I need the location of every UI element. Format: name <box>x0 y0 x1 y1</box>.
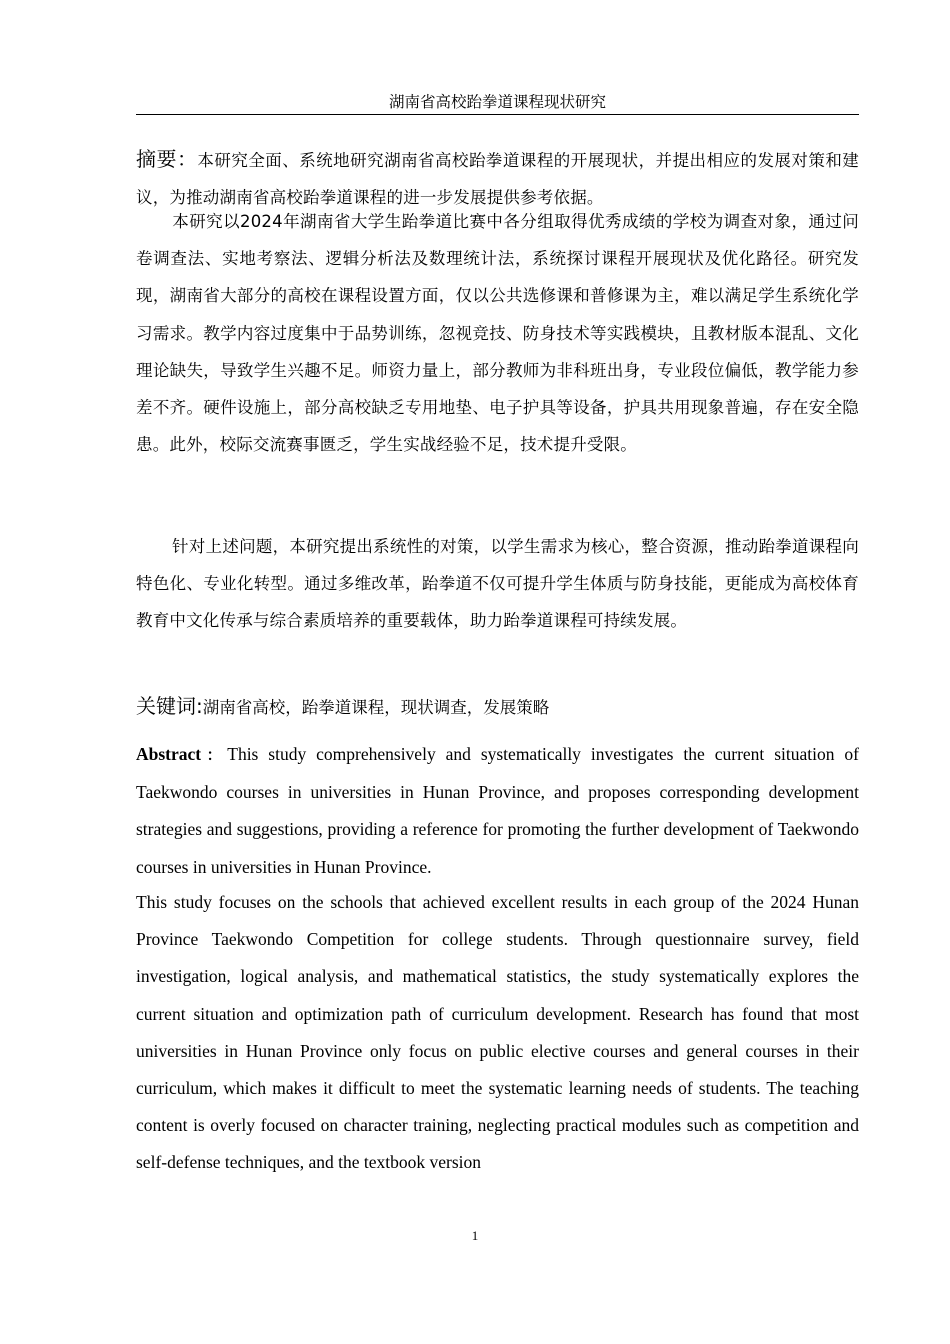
keywords-line <box>136 689 859 725</box>
header-divider <box>136 114 859 115</box>
abstract-en-colon: ： <box>201 746 228 764</box>
keywords-text: 湖南省高校，跆拳道课程，现状调查，发展策略 <box>202 698 550 717</box>
abstract-cn-paragraph-2 <box>136 528 859 640</box>
page-number: 1 <box>471 1228 479 1243</box>
abstract-en-intro <box>136 736 859 886</box>
abstract-cn-paragraph-1 <box>136 203 859 463</box>
abstract-cn-paragraph-2-text: 针对上述问题，本研究提出系统性的对策，以学生需求为核心，整合资源，推动跆拳道课程向特色化、专业化转型。通过多维改革，跆拳道不仅可提升学生体质与防身技能，更能成为高校体育教育中文化传承与综合素质培养的重要载体，助力跆拳道课程可持续发展。 <box>136 537 859 631</box>
abstract-en-paragraph-1: This study focuses on the schools that achieved excellent results in each group of the 2024 Hunan Province Taekwondo Competition for college students. Through questionnaire survey, field investigation, logical analysis, and mathematical statistics, the study systematically explores the current situation and optimization path of curriculum development. Research has found that most universities in Hunan Province only focus on public elective courses and general courses in their curriculum, which makes it difficult to meet the systematic learning needs of students. The teaching content is overly focused on character training, neglecting practical modules such as competition and self-defense techniques, and the textbook version <box>136 892 859 1173</box>
abstract-cn-label: 摘要： <box>136 147 198 171</box>
abstract-cn-intro-text: 本研究全面、系统地研究湖南省高校跆拳道课程的开展现状，并提出相应的发展对策和建议，为推动湖南省高校跆拳道课程的进一步发展提供参考依据。 <box>136 151 859 208</box>
running-header-title: 湖南省高校跆拳道课程现状研究 <box>388 93 606 111</box>
abstract-en-intro-text: This study comprehensively and systematically investigates the current situation of Taekwondo courses in universities in Hunan Province, and proposes corresponding development strategies and suggestions, providing a reference for promoting the further development of Taekwondo courses in universities in Hunan Province. <box>136 744 859 877</box>
abstract-cn-paragraph-1-text: 本研究以2024年湖南省大学生跆拳道比赛中各分组取得优秀成绩的学校为调查对象，通过问卷调查法、实地考察法、逻辑分析法及数理统计法，系统探讨课程开展现状及优化路径。研究发现，湖南省大部分的高校在课程设置方面，仅以公共选修课和普修课为主，难以满足学生系统化学习需求。教学内容过度集中于品势训练，忽视竞技、防身技术等实践模块，且教材版本混乱、文化理论缺失，导致学生兴趣不足。师资力量上，部分教师为非科班出身，专业段位偏低，教学能力参差不齐。硬件设施上，部分高校缺乏专用地垫、电子护具等设备，护具共用现象普遍，存在安全隐患。此外，校际交流赛事匮乏，学生实战经验不足，技术提升受限。 <box>136 212 859 455</box>
keywords-label: 关键词: <box>136 694 203 718</box>
abstract-en-label: Abstract <box>136 744 202 764</box>
